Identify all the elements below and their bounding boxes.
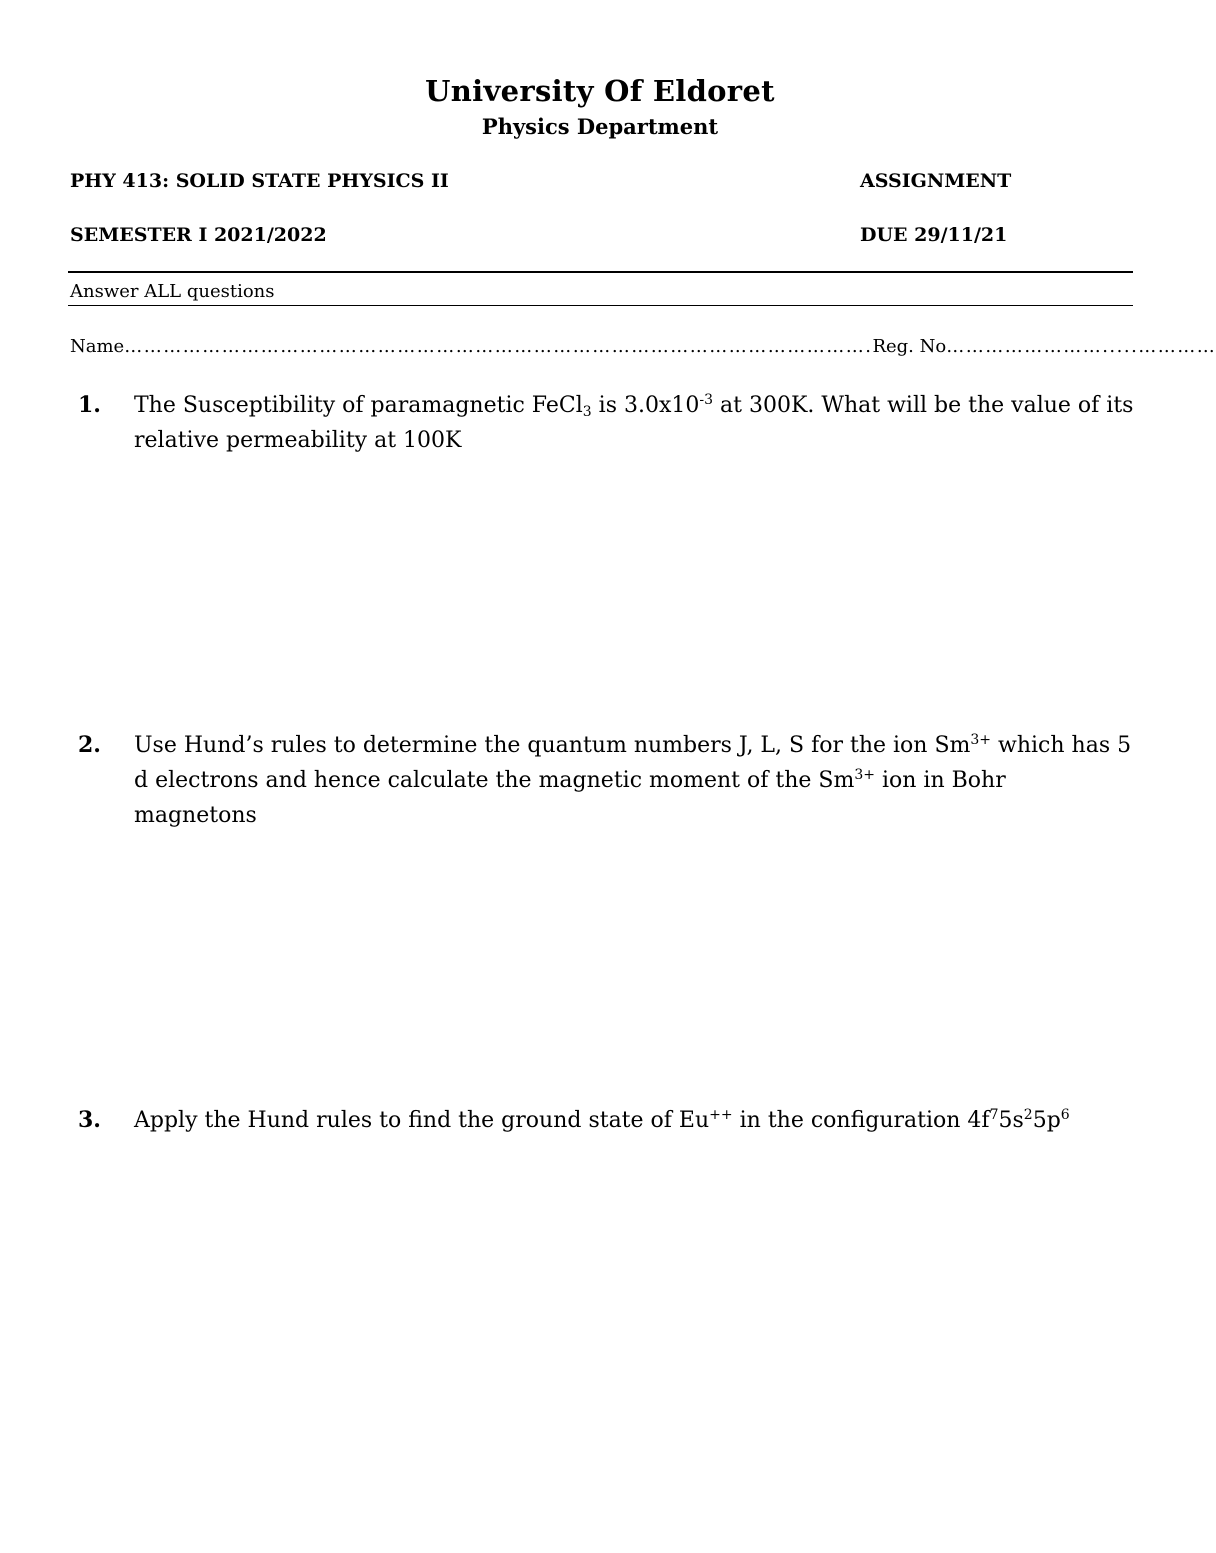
question-text-part: 5p [1032,1108,1061,1133]
question-number: 1. [78,392,101,418]
superscript: -3 [699,392,714,408]
question-text-part: Apply the Hund rules to find the ground state of Eu [134,1108,710,1133]
question-text-part: The Susceptibility of paramagnetic FeCl [134,393,583,418]
question-text [134,388,1134,458]
superscript: 7 [989,1107,999,1123]
question-text-part: at 300K. What will be the value of its relative permeability at 100K [134,393,1134,453]
document-type: ASSIGNMENT [860,170,1012,192]
question-text-part: 5s [998,1108,1024,1133]
question-text-part: which has 5 d electrons and hence calculate the magnetic moment of the Sm [134,733,1132,793]
question-number: 3. [78,1107,101,1133]
due-date: DUE 29/11/21 [860,224,1008,246]
reg-label: Reg. No [872,336,947,357]
superscript: 2 [1023,1107,1033,1123]
name-reg-line [70,336,1216,357]
semester: SEMESTER I 2021/2022 [70,224,327,246]
superscript: 3+ [970,732,992,748]
course-code: PHY 413: SOLID STATE PHYSICS II [70,170,449,192]
question-text-part: Use Hund’s rules to determine the quantum numbers J, L, S for the ion Sm [134,733,971,758]
name-label: Name [70,336,125,357]
question-text [134,1103,1134,1138]
question-text-part: ion in Bohr magnetons [134,768,1006,828]
name-field[interactable]: ……………………………………………………………………………………………………. [124,336,873,357]
subscript: 3 [582,404,592,420]
superscript: 3+ [854,767,875,783]
reg-field[interactable]: …………………….....………… [946,336,1216,357]
divider-bottom [68,305,1133,306]
question-number: 2. [78,732,101,758]
divider-top [68,271,1133,273]
question-text-part: is 3.0x10 [591,393,700,418]
university-title: University Of Eldoret [425,74,775,108]
question-text-part: in the configuration 4f [732,1108,990,1133]
question-text [134,728,1134,833]
instruction-text: Answer ALL questions [70,281,275,302]
superscript: ++ [709,1107,733,1123]
department-subtitle: Physics Department [481,114,719,139]
superscript: 6 [1060,1107,1070,1123]
